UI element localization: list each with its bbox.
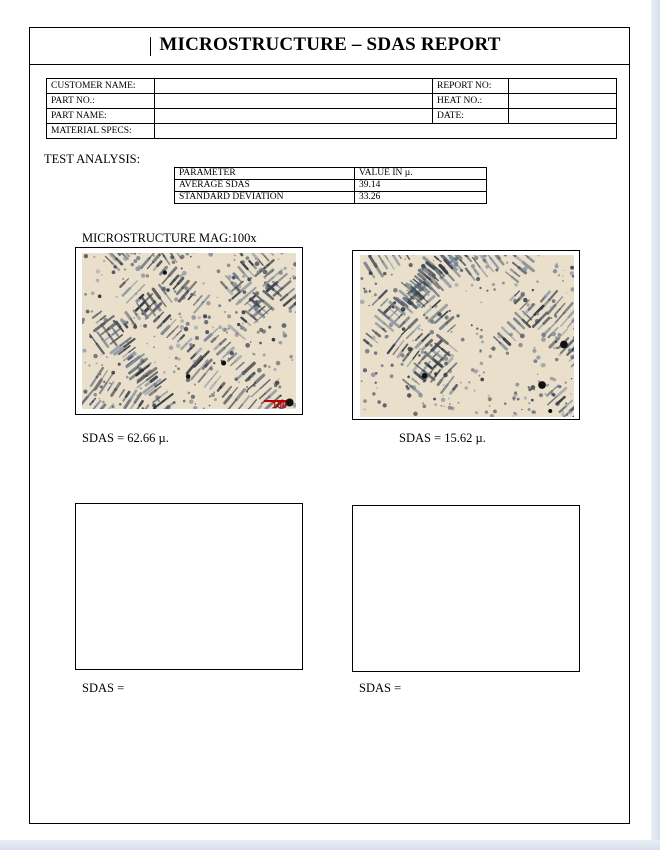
- table-row: [47, 94, 617, 109]
- date-field[interactable]: [509, 109, 617, 124]
- table-row: [47, 109, 617, 124]
- report-no-label: REPORT NO:: [433, 79, 509, 94]
- material-specs-field[interactable]: [155, 124, 617, 139]
- table-row: [47, 79, 617, 94]
- parameter-header: PARAMETER: [175, 168, 355, 180]
- table-row: [47, 124, 617, 139]
- table-row: [175, 192, 487, 204]
- page-frame: [29, 27, 630, 824]
- report-no-field[interactable]: [509, 79, 617, 94]
- std-deviation-value[interactable]: 33.26: [355, 192, 487, 204]
- table-header-row: [175, 168, 487, 180]
- part-no-field[interactable]: [155, 94, 433, 109]
- average-sdas-value[interactable]: 39.14: [355, 180, 487, 192]
- text-cursor: [150, 37, 151, 56]
- customer-name-label: CUSTOMER NAME:: [47, 79, 155, 94]
- micrograph-frame-4[interactable]: [352, 505, 580, 672]
- micrograph-frame-3[interactable]: [75, 503, 303, 670]
- std-deviation-label: STANDARD DEVIATION: [175, 192, 355, 204]
- part-name-label: PART NAME:: [47, 109, 155, 124]
- page-shadow-bottom: [0, 840, 660, 850]
- sdas-value-4: SDAS =: [359, 681, 402, 695]
- microstructure-mag-label: MICROSTRUCTURE MAG:100x: [82, 231, 257, 245]
- micrograph-image-1: [82, 253, 296, 409]
- heat-no-label: HEAT NO.:: [433, 94, 509, 109]
- part-name-field[interactable]: [155, 109, 433, 124]
- heat-no-field[interactable]: [509, 94, 617, 109]
- part-no-label: PART NO.:: [47, 94, 155, 109]
- parameter-table: [174, 167, 487, 204]
- material-specs-label: MATERIAL SPECS:: [47, 124, 155, 139]
- average-sdas-label: AVERAGE SDAS: [175, 180, 355, 192]
- page-title[interactable]: MICROSTRUCTURE – SDAS REPORT: [159, 34, 501, 55]
- page-shadow-right: [651, 0, 660, 850]
- micrograph-frame-1[interactable]: [75, 247, 303, 415]
- test-analysis-label: TEST ANALYSIS:: [44, 152, 141, 166]
- sdas-value-2: SDAS = 15.62 µ.: [399, 431, 486, 445]
- sdas-value-1: SDAS = 62.66 µ.: [82, 431, 169, 445]
- title-divider: [30, 64, 629, 65]
- micrograph-image-2: [360, 255, 574, 417]
- table-row: [175, 180, 487, 192]
- info-table: [46, 78, 617, 139]
- date-label: DATE:: [433, 109, 509, 124]
- scale-bar-label: 100: [272, 400, 288, 410]
- scale-bar: [264, 400, 286, 402]
- micrograph-frame-2[interactable]: [352, 250, 580, 420]
- sdas-value-3: SDAS =: [82, 681, 125, 695]
- customer-name-field[interactable]: [155, 79, 433, 94]
- value-header: VALUE IN µ.: [355, 168, 487, 180]
